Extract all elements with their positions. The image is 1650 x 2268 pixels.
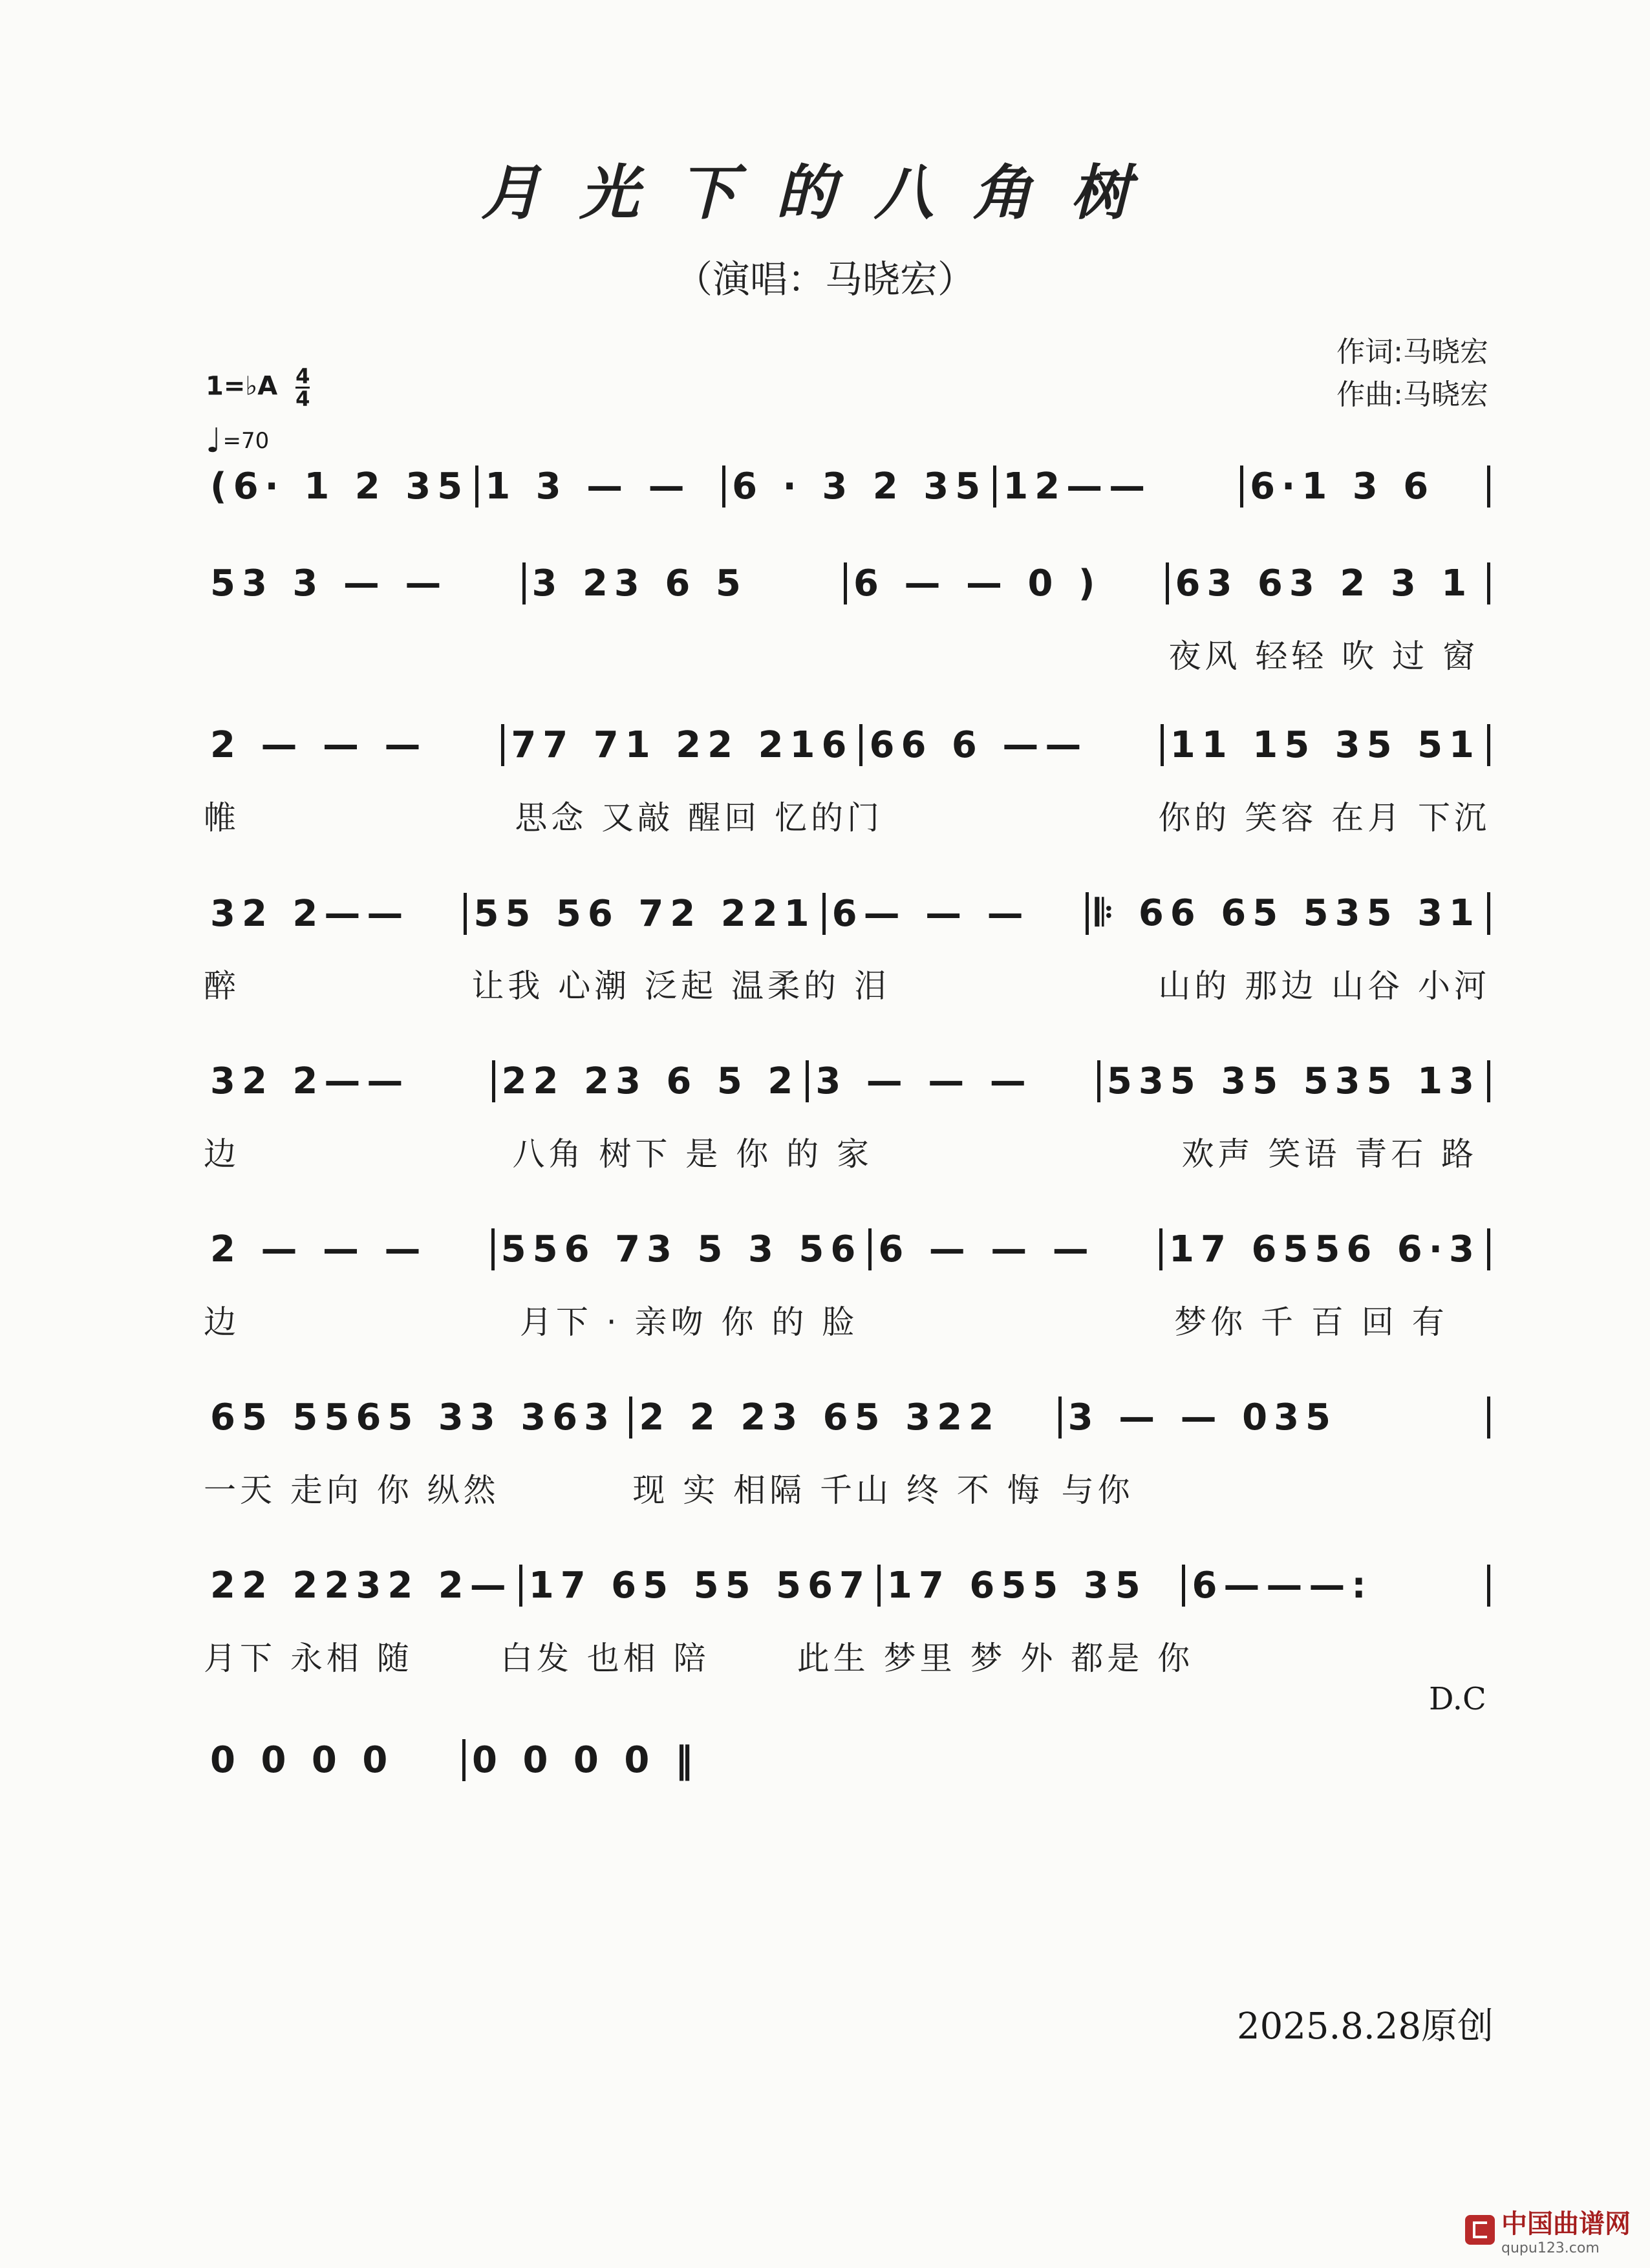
score-row <box>204 892 1490 935</box>
measure: 55 56 72 221 <box>464 893 822 935</box>
lyric-row <box>204 1464 1490 1511</box>
measure: 6———: <box>1182 1565 1490 1607</box>
watermark <box>1465 2203 1631 2256</box>
lyric-row <box>204 1632 1490 1679</box>
lyric-segment: 让我 心潮 泛起 温柔的 泪 <box>471 967 890 1005</box>
lyric-segment: 一天 走向 你 纵然 <box>204 1471 500 1509</box>
lyric-segment: 白发 也相 陪 <box>500 1640 710 1677</box>
measure: 63 63 2 3 1 <box>1166 562 1491 604</box>
watermark-text <box>1501 2203 1631 2256</box>
lyric-segment: 山的 那边 山谷 小河 <box>1158 967 1490 1005</box>
lyric-segment: 月下 · 亲吻 你 的 脸 <box>519 1303 859 1341</box>
measure: 2 — — — <box>210 724 427 766</box>
da-capo-mark: D.C <box>1429 1681 1486 1717</box>
quarter-note-icon: ♩ <box>206 422 222 460</box>
lyric-segment: 帷 <box>204 799 240 837</box>
score-row <box>204 1396 1490 1439</box>
lyric-row <box>204 960 1490 1007</box>
measure: 53 3 — — <box>210 562 448 604</box>
measure: 6 — — 0 ) <box>844 562 1166 604</box>
qupu-logo-icon <box>1465 2215 1495 2245</box>
lyric-segment <box>873 1128 1182 1175</box>
score-row <box>204 1565 1490 1607</box>
lyric-segment: 你的 笑容 在月 下沉 <box>1158 799 1490 837</box>
page-title: 月光下的八角树 <box>480 158 1169 228</box>
lyric-segment <box>526 630 848 677</box>
lyric-segment: 月下 永相 随 <box>204 1640 413 1677</box>
measure: 𝄆 66 65 535 31 <box>1086 892 1490 935</box>
score-row <box>204 562 1490 604</box>
subtitle-singer: （演唱：马晓宏） <box>674 257 975 301</box>
tempo-value: =70 <box>222 428 270 454</box>
lyric-segment: 八角 树下 是 你 的 家 <box>512 1135 873 1173</box>
credit-lyrics: 作词:马晓宏 <box>1336 336 1488 369</box>
measure: (6· 1 2 35 <box>210 465 469 508</box>
tempo-marking <box>206 422 269 460</box>
lyric-segment <box>1194 1632 1490 1679</box>
lyric-segment: 思念 又敲 醒回 忆的 <box>515 799 847 837</box>
lyric-segment: 门 <box>847 799 883 837</box>
measure: 556 73 5 3 56 <box>491 1228 869 1270</box>
measure: 32 2—— <box>210 893 410 935</box>
time-bottom: 4 <box>295 387 310 411</box>
measure: 3 — — — <box>806 1060 1097 1102</box>
measure: 65 5565 33 363 <box>210 1396 616 1439</box>
lyric-segment: 与你 <box>1061 1471 1134 1509</box>
measure: 12—— <box>993 465 1240 508</box>
lyric-segment: 夜风 轻轻 吹 过 窗 <box>1168 637 1479 675</box>
measure: 1 3 — — <box>475 465 722 508</box>
watermark-brand: 中国曲谱网 <box>1501 2209 1631 2239</box>
key-label: 1=♭A <box>206 371 278 401</box>
measure: 22 2232 2— <box>210 1565 513 1607</box>
lyric-segment: 梦你 千 百 回 有 <box>1174 1303 1448 1341</box>
lyric-row <box>204 1296 1490 1343</box>
measure: 0 0 0 0 ‖ <box>462 1739 724 1781</box>
measure: 2 2 23 65 322 <box>629 1396 1058 1439</box>
lyric-segment: 边 <box>204 1303 240 1341</box>
measure: 11 15 35 51 <box>1161 724 1490 766</box>
score-row <box>204 465 1490 508</box>
key-signature <box>206 366 310 409</box>
lyric-segment: 此生 梦里 梦 外 都是 你 <box>797 1640 1194 1677</box>
score-row <box>204 1060 1490 1102</box>
watermark-url: qupu123.com <box>1501 2240 1600 2256</box>
measure: 17 65 55 567 <box>519 1565 877 1607</box>
measure: 535 35 535 13 <box>1097 1060 1490 1102</box>
credit-music: 作曲:马晓宏 <box>1336 378 1488 411</box>
measure: 0 0 0 0 <box>210 1739 394 1781</box>
lyric-segment <box>204 630 526 677</box>
score-row <box>204 1228 1490 1270</box>
date-original: 2025.8.28原创 <box>1236 2006 1494 2048</box>
measure: 32 2—— <box>210 1060 410 1102</box>
lyric-segment <box>847 630 1169 677</box>
measure: 6 · 3 2 35 <box>722 465 993 508</box>
time-signature <box>295 366 310 409</box>
lyric-row <box>204 1128 1490 1175</box>
measure: 2 — — — <box>210 1228 427 1270</box>
measure: 6 — — — <box>868 1228 1159 1270</box>
measure: 3 23 6 5 <box>522 562 844 604</box>
lyric-segment <box>890 960 1158 1007</box>
measure: 77 71 22 216 <box>501 724 859 766</box>
lyric-segment <box>858 1296 1174 1343</box>
lyric-row <box>204 792 1490 839</box>
score-row <box>204 724 1490 766</box>
measure: 66 6 —— <box>859 724 1160 766</box>
lyric-row <box>204 630 1490 677</box>
measure: 17 655 35 <box>877 1565 1183 1607</box>
lyric-segment: 醉 <box>204 967 240 1005</box>
measure: 6— — — <box>822 893 1086 935</box>
score-row <box>204 1739 1490 1781</box>
measure: 3 — — 035 <box>1058 1396 1490 1439</box>
lyric-segment: 现 实 相隔 千山 终 不 悔 <box>632 1471 1044 1509</box>
time-top: 4 <box>295 364 310 389</box>
measure: 6·1 3 6 <box>1240 465 1490 508</box>
lyric-segment: 边 <box>204 1135 240 1173</box>
lyric-segment: 欢声 笑语 青石 路 <box>1181 1135 1478 1173</box>
measure: 17 6556 6·3 <box>1159 1228 1490 1270</box>
measure: 22 23 6 5 2 <box>492 1060 806 1102</box>
